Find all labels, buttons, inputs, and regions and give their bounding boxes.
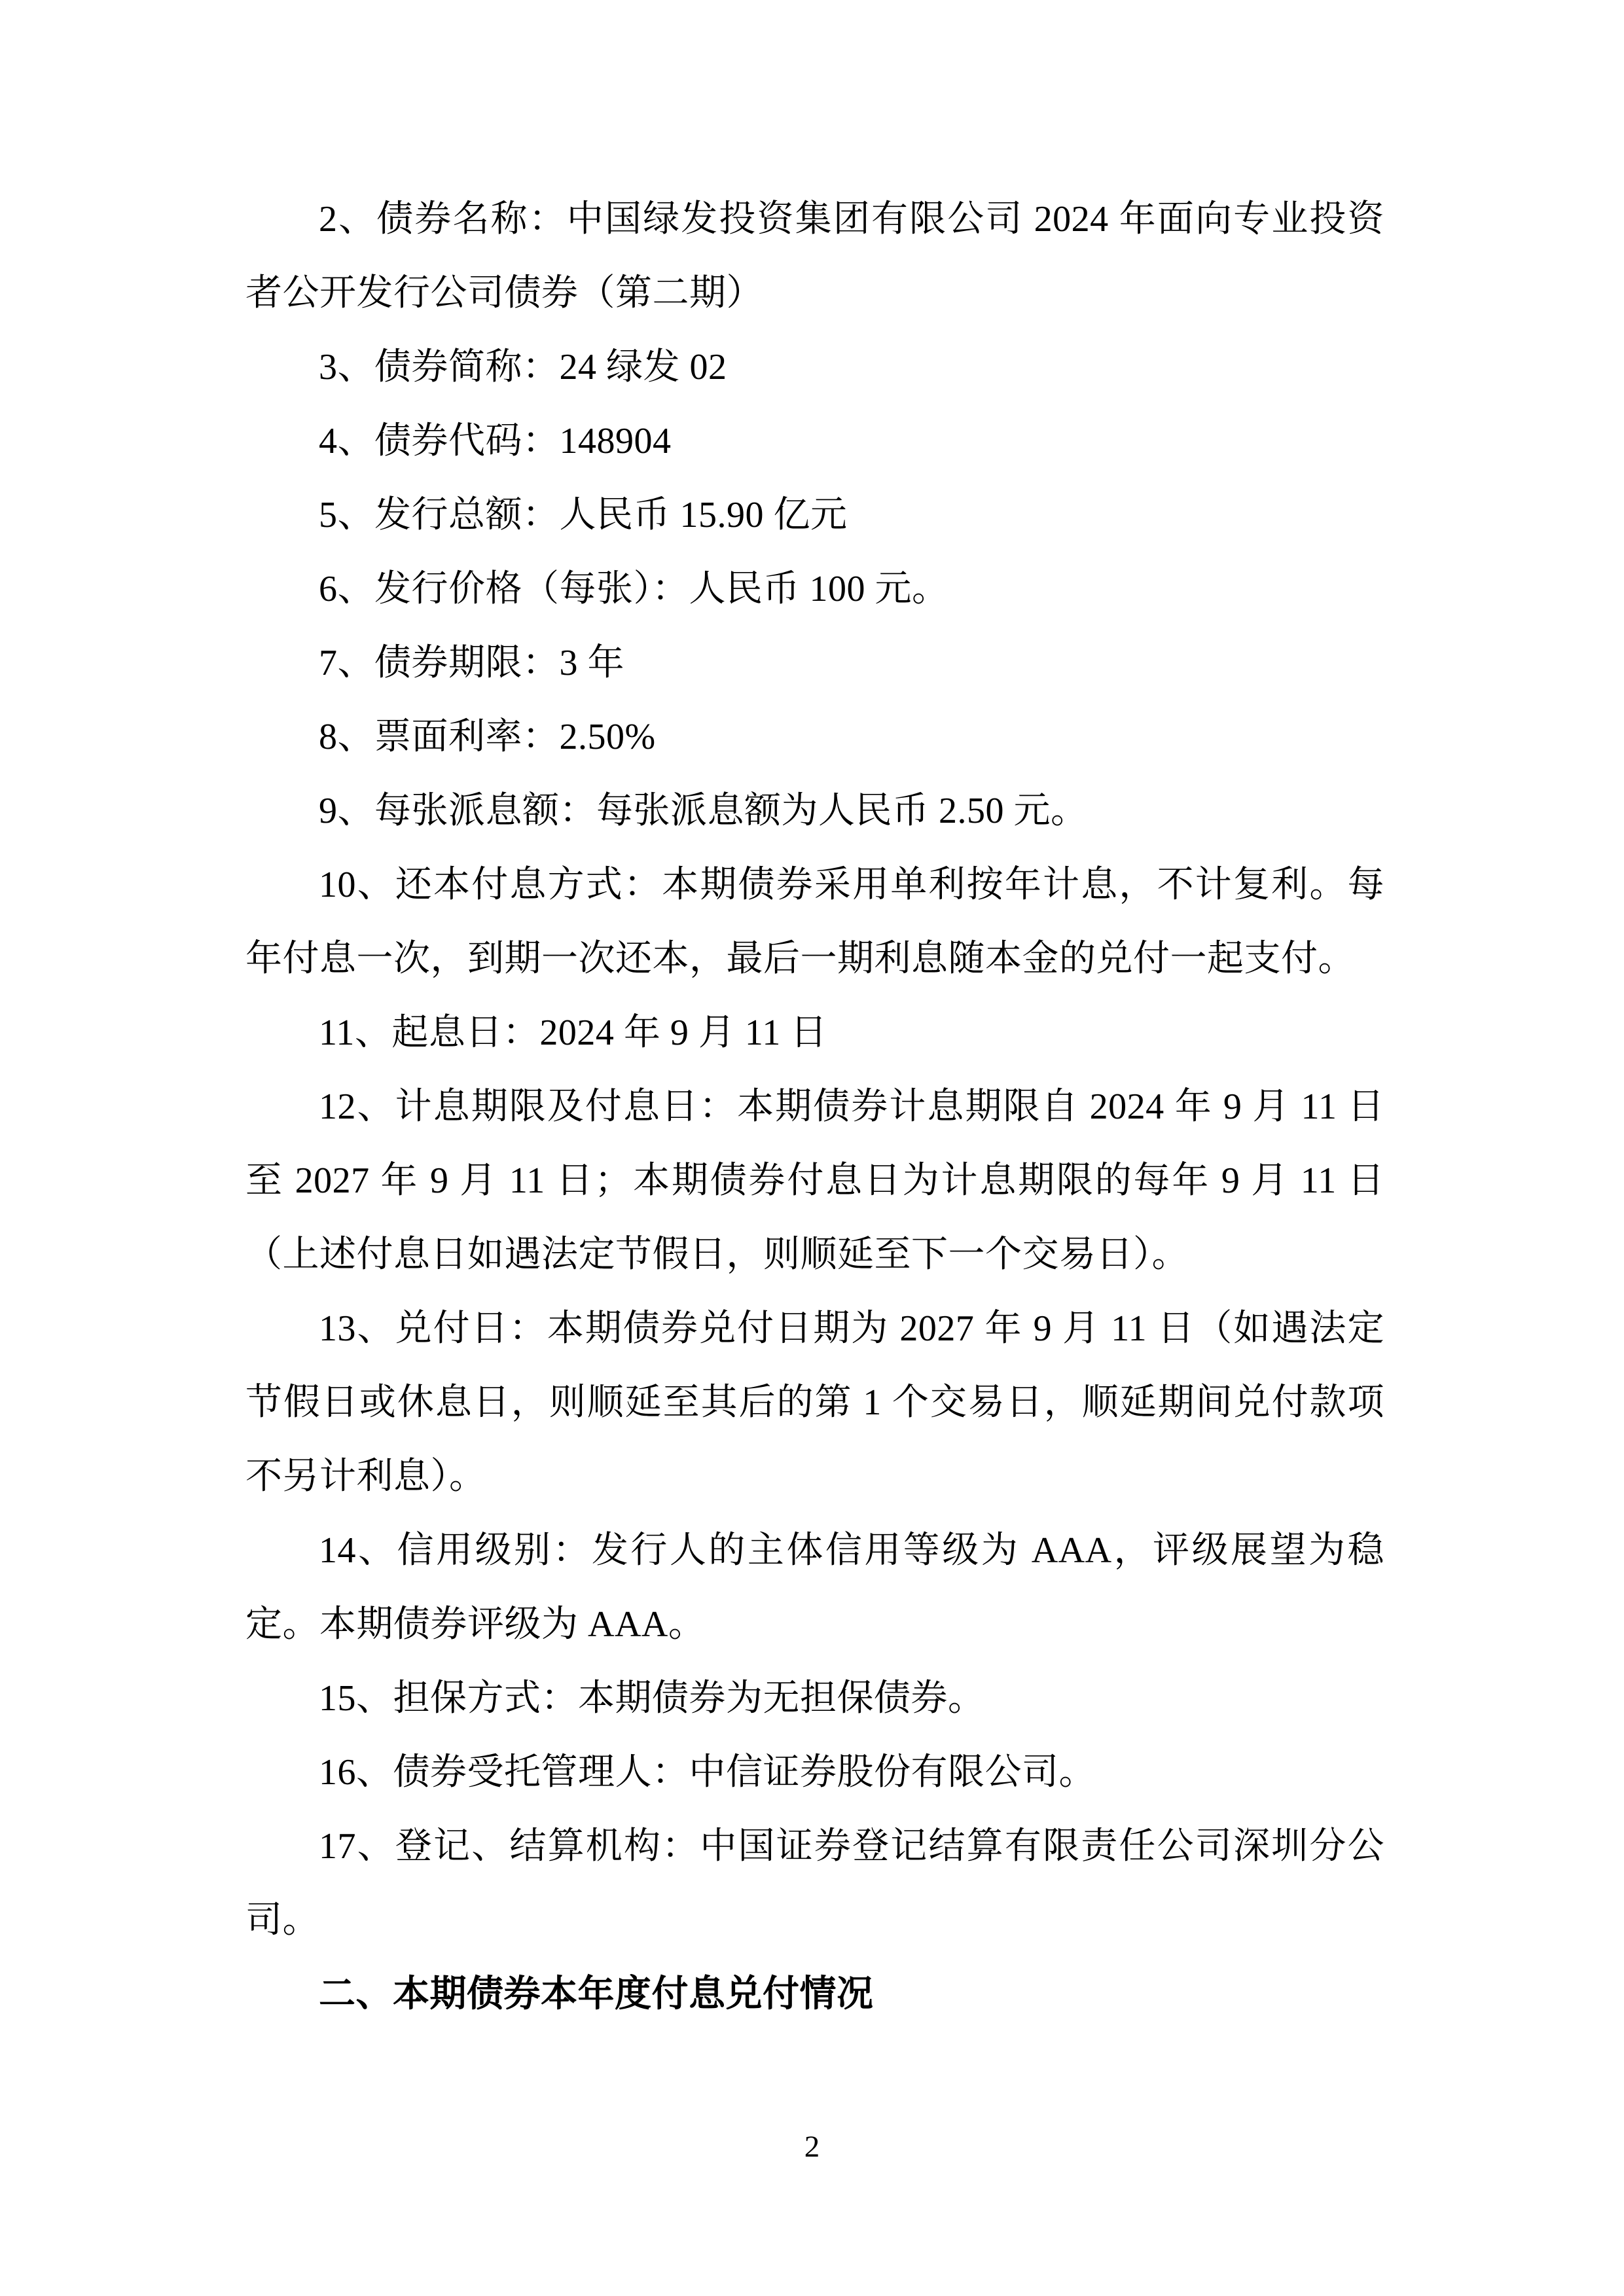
page-number: 2: [804, 2130, 820, 2164]
text-line: 10、还本付息方式：本期债券采用单利按年计息，不计复利。每: [319, 865, 1384, 905]
text-line: 9、每张派息额：每张派息额为人民币 2.50 元。: [319, 791, 1088, 831]
text-line: 13、兑付日：本期债券兑付日期为 2027 年 9 月 11 日（如遇法定: [319, 1308, 1384, 1349]
text-line: 不另计利息）。: [245, 1456, 486, 1497]
text-line: 定。本期债券评级为 AAA。: [245, 1604, 706, 1645]
text-line: 节假日或休息日，则顺延至其后的第 1 个交易日，顺延期间兑付款项: [245, 1382, 1384, 1423]
text-line: 15、担保方式：本期债券为无担保债券。: [319, 1678, 985, 1719]
text-line: 3、债券简称：24 绿发 02: [319, 347, 727, 387]
text-line: 年付息一次，到期一次还本，最后一期利息随本金的兑付一起支付。: [245, 939, 1355, 979]
document-body: [245, 183, 1384, 2032]
text-line: 7、债券期限：3 年: [319, 643, 624, 683]
text-line: 4、债券代码：148904: [319, 421, 672, 461]
text-line: 6、发行价格（每张）：人民币 100 元。: [319, 569, 949, 609]
text-line: 12、计息期限及付息日：本期债券计息期限自 2024 年 9 月 11 日: [319, 1086, 1384, 1127]
section-heading: 二、本期债券本年度付息兑付情况: [319, 1974, 874, 2015]
text-line: 至 2027 年 9 月 11 日；本期债券付息日为计息期限的每年 9 月 11 日: [245, 1160, 1384, 1201]
text-line: 2、债券名称：中国绿发投资集团有限公司 2024 年面向专业投资: [319, 199, 1384, 240]
text-line: 11、起息日：2024 年 9 月 11 日: [319, 1013, 827, 1053]
text-line: 16、债券受托管理人：中信证券股份有限公司。: [319, 1752, 1096, 1793]
text-line: 5、发行总额：人民币 15.90 亿元: [319, 495, 848, 535]
text-line: 17、登记、结算机构：中国证券登记结算有限责任公司深圳分公: [319, 1826, 1384, 1867]
text-line: 14、信用级别：发行人的主体信用等级为 AAA，评级展望为稳: [319, 1530, 1384, 1571]
text-line: 司。: [245, 1900, 319, 1941]
text-line: 者公开发行公司债券（第二期）: [245, 273, 763, 314]
text-line: （上述付息日如遇法定节假日，则顺延至下一个交易日）。: [245, 1234, 1189, 1275]
text-line: 8、票面利率：2.50%: [319, 717, 656, 757]
